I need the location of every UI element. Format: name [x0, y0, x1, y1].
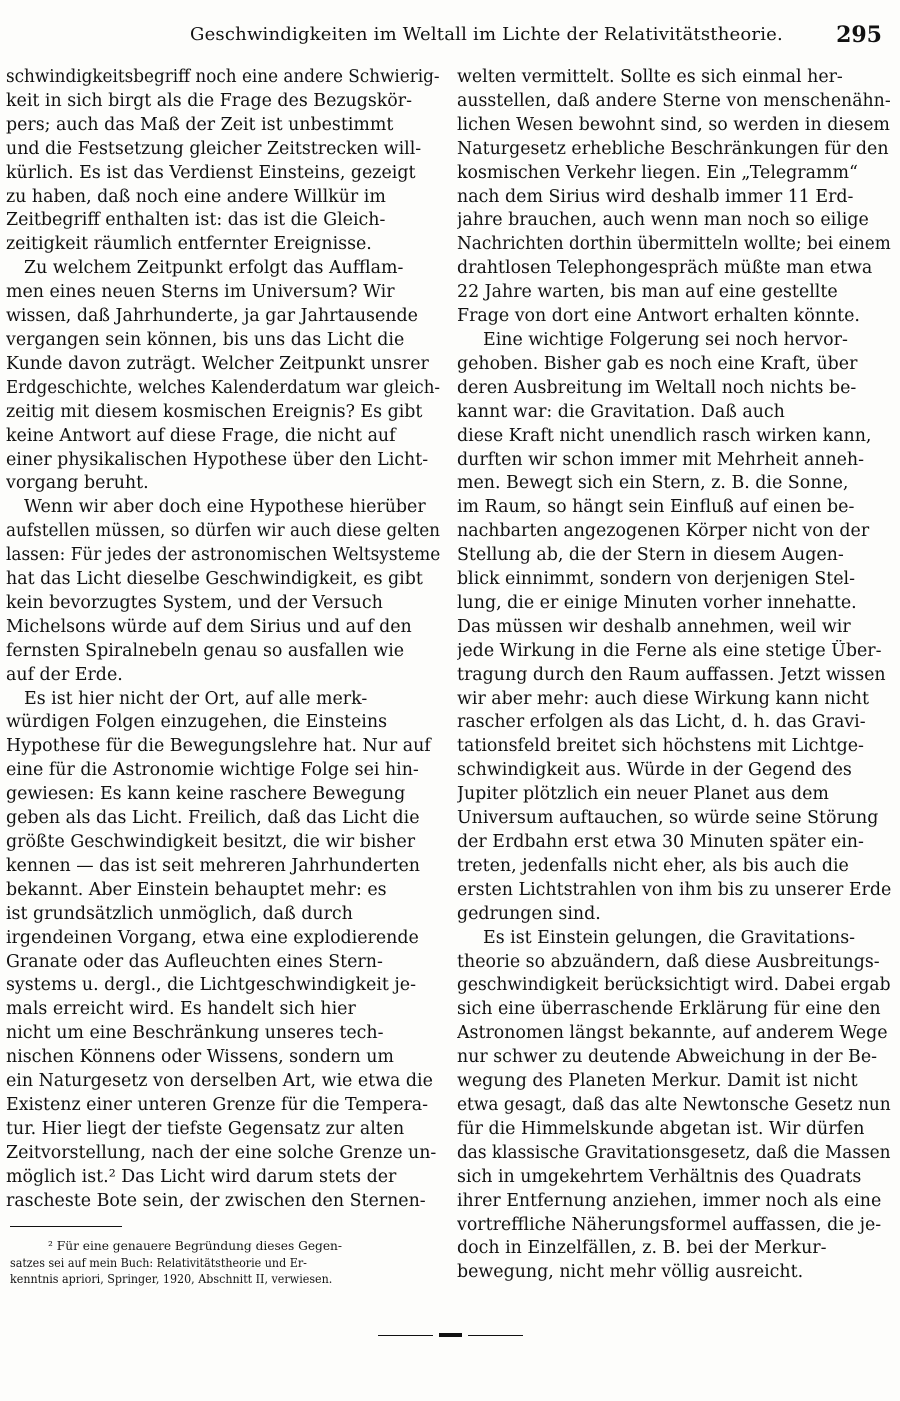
text-line: für die Himmelskunde abgetan ist. Wir dürfen	[457, 1118, 865, 1139]
text-line: gewiesen: Es kann keine raschere Bewegung	[6, 784, 406, 805]
text-line: lichen Wesen bewohnt sind, so werden in diesem	[457, 114, 890, 135]
text-line: hat das Licht dieselbe Geschwindigkeit, es gibt	[6, 569, 423, 590]
text-line: und die Festsetzung gleicher Zeitstrecken will-	[6, 138, 422, 159]
footnote	[10, 1238, 442, 1288]
text-line: Frage von dort eine Antwort erhalten könnte.	[457, 306, 860, 327]
text-line: schwindigkeit aus. Würde in der Gegend des	[457, 760, 852, 781]
text-line: sich in umgekehrtem Verhältnis des Quadrats	[457, 1166, 862, 1187]
footnote-line: kenntnis apriori, Springer, 1920, Abschnitt II, verwiesen.	[10, 1272, 333, 1286]
text-line: Stellung ab, die der Stern in diesem Augen-	[457, 545, 844, 566]
text-line: der Erdbahn erst etwa 30 Minuten später ein-	[457, 832, 864, 852]
text-line: möglich ist.² Das Licht wird darum stets der	[6, 1166, 397, 1187]
text-line: men eines neuen Sterns im Universum? Wir	[6, 282, 395, 303]
text-line: diese Kraft nicht unendlich rasch wirken kann,	[457, 425, 872, 446]
text-line: etwa gesagt, daß das alte Newtonsche Gesetz nun	[457, 1094, 891, 1115]
text-line: bewegung, nicht mehr völlig ausreicht.	[457, 1262, 804, 1283]
text-line: rascheste Bote sein, der zwischen den Sternen-	[6, 1190, 426, 1211]
text-line: kürlich. Es ist das Verdienst Einsteins, gezeigt	[6, 162, 416, 183]
footnote-line: ² Für eine genauere Begründung dieses Gegen-	[48, 1239, 343, 1253]
text-line: jahre brauchen, auch wenn man noch so eilige	[457, 210, 869, 231]
text-line: geschwindigkeit berücksichtigt wird. Dabei ergab	[457, 975, 891, 996]
text-line: zeitig mit diesem kosmischen Ereignis? Es gibt	[6, 401, 423, 422]
text-line: kennen — das ist seit mehreren Jahrhunderten	[6, 855, 421, 876]
footnote-line: satzes sei auf mein Buch: Relativitätstheorie und Er-	[10, 1255, 307, 1270]
text-line: lassen: Für jedes der astronomischen Weltsysteme	[6, 545, 440, 566]
text-line: pers; auch das Maß der Zeit ist unbestimmt	[6, 114, 394, 135]
text-line: größte Geschwindigkeit besitzt, die wir bisher	[6, 832, 416, 852]
text-line: rascher erfolgen als das Licht, d. h. das Gravi-	[457, 712, 866, 733]
end-ornament	[378, 1330, 523, 1342]
text-line: ist grundsätzlich unmöglich, daß durch	[6, 903, 353, 924]
text-line: Nachrichten dorthin übermitteln wollte; bei einem	[457, 234, 891, 255]
text-line: men. Bewegt sich ein Stern, z. B. die Sonne,	[457, 473, 849, 494]
text-line: doch in Einzelfällen, z. B. bei der Merkur-	[457, 1238, 827, 1259]
text-line: wissen, daß Jahrhunderte, ja gar Jahrtausende	[6, 306, 418, 327]
text-line: 22 Jahre warten, bis man auf eine gestellte	[457, 282, 838, 303]
text-line: wir aber mehr: auch diese Wirkung kann nicht	[457, 688, 869, 709]
text-line: fernsten Spiralnebeln genau so ausfallen wie	[6, 640, 405, 661]
text-line: Zeitbegriff enthalten ist: das ist die Gleich-	[6, 210, 386, 231]
text-line: kannt war: die Gravitation. Daß auch	[457, 401, 785, 422]
text-line: Existenz einer unteren Grenze für die Tempera-	[6, 1094, 429, 1115]
text-line: Das müssen wir deshalb annehmen, weil wir	[457, 616, 851, 637]
ornament-bar	[439, 1333, 462, 1337]
text-line: würdigen Folgen einzugehen, die Einsteins	[6, 712, 387, 733]
text-line: deren Ausbreitung im Weltall noch nichts be-	[457, 377, 857, 398]
text-line: keit in sich birgt als die Frage des Bezugskör-	[6, 90, 412, 111]
text-line: ersten Lichtstrahlen von ihm bis zu unserer Erde	[457, 879, 891, 900]
text-line: treten, jedenfalls nicht eher, als bis auch die	[457, 855, 849, 876]
text-line: vortreffliche Näherungsformel auffassen, die je-	[457, 1214, 882, 1235]
text-line: Zu welchem Zeitpunkt erfolgt das Aufflam-	[24, 258, 404, 279]
text-line: keine Antwort auf diese Frage, die nicht auf	[6, 425, 396, 446]
text-line: Michelsons würde auf dem Sirius und auf den	[6, 616, 412, 637]
text-line: Zeitvorstellung, nach der eine solche Grenze un-	[6, 1142, 437, 1163]
text-line: eine für die Astronomie wichtige Folge sei hin-	[6, 760, 419, 781]
text-line: nischen Könnens oder Wissens, sondern um	[6, 1047, 394, 1068]
left-column	[6, 66, 440, 1214]
text-line: Naturgesetz erhebliche Beschränkungen für den	[457, 138, 889, 159]
text-line: blick einnimmt, sondern von derjenigen Stel-	[457, 569, 855, 590]
text-line: Hypothese für die Bewegungslehre hat. Nur auf	[6, 736, 431, 757]
text-line: gedrungen sind.	[457, 903, 601, 924]
text-line: jede Wirkung in die Ferne als eine stetige Über-	[457, 640, 882, 661]
text-line: nur schwer zu deutende Abweichung in der Be-	[457, 1047, 878, 1068]
text-line: tur. Hier liegt der tiefste Gegensatz zur alten	[6, 1118, 405, 1139]
text-line: durften wir schon immer mit Mehrheit anneh-	[457, 449, 865, 470]
text-line: aufstellen müssen, so dürfen wir auch diese gelten	[6, 521, 440, 542]
text-line: ein Naturgesetz von derselben Art, wie etwa die	[6, 1071, 433, 1092]
text-line: vorgang beruht.	[6, 473, 149, 494]
text-line: Eine wichtige Folgerung sei noch hervor-	[483, 329, 848, 350]
text-line: Kunde davon zuträgt. Welcher Zeitpunkt unsrer	[6, 353, 429, 374]
text-line: kein bevorzugtes System, und der Versuch	[6, 592, 383, 613]
text-line: schwindigkeitsbegriff noch eine andere Schwierig-	[6, 67, 440, 87]
text-line: auf der Erde.	[6, 664, 123, 685]
text-line: Es ist Einstein gelungen, die Gravitations-	[483, 927, 856, 948]
text-line: tationsfeld breitet sich höchstens mit Lichtge-	[457, 736, 864, 757]
text-line: kosmischen Verkehr liegen. Ein „Telegramm“	[457, 162, 858, 183]
text-line: zeitigkeit räumlich entfernter Ereignisse.	[6, 234, 372, 255]
text-line: welten vermittelt. Sollte es sich einmal her-	[457, 67, 843, 87]
text-line: zu haben, daß noch eine andere Willkür im	[6, 186, 386, 207]
ornament-rule-right	[468, 1335, 523, 1336]
text-line: wegung des Planeten Merkur. Damit ist nicht	[457, 1071, 858, 1092]
ornament-rule-left	[378, 1335, 433, 1336]
footnote-divider	[10, 1226, 122, 1227]
text-line: drahtlosen Telephongespräch müßte man etwa	[457, 258, 873, 279]
text-line: nicht um eine Beschränkung unseres tech-	[6, 1023, 384, 1044]
text-line: ausstellen, daß andere Sterne von menschenähn-	[457, 90, 891, 111]
page-number: 295	[836, 22, 882, 48]
text-line: theorie so abzuändern, daß diese Ausbreitungs-	[457, 951, 880, 972]
text-line: nachbarten angezogenen Körper nicht von der	[457, 521, 870, 542]
running-title: Geschwindigkeiten im Weltall im Lichte der Relativitätstheorie.	[190, 24, 783, 45]
text-line: sich eine überraschende Erklärung für eine den	[457, 999, 881, 1020]
text-line: Jupiter plötzlich ein neuer Planet aus dem	[457, 784, 829, 805]
text-line: nach dem Sirius wird deshalb immer 11 Erd-	[457, 186, 854, 207]
text-line: einer physikalischen Hypothese über den Licht-	[6, 449, 429, 470]
text-line: systems u. dergl., die Lichtgeschwindigkeit je-	[6, 975, 416, 996]
text-line: Wenn wir aber doch eine Hypothese hierüber	[24, 497, 426, 518]
text-line: das klassische Gravitationsgesetz, daß die Massen	[457, 1142, 891, 1163]
text-line: irgendeinen Vorgang, etwa eine explodierende	[6, 927, 419, 948]
text-line: lung, die er einige Minuten vorher innehatte.	[457, 592, 857, 613]
text-line: mals erreicht wird. Es handelt sich hier	[6, 999, 356, 1020]
text-line: gehoben. Bisher gab es noch eine Kraft, über	[457, 353, 858, 374]
text-line: Astronomen längst bekannte, auf anderem Wege	[457, 1023, 888, 1044]
text-line: im Raum, so hängt sein Einfluß auf einen be-	[457, 497, 855, 518]
text-line: Granate oder das Aufleuchten eines Stern-	[6, 951, 383, 972]
text-line: ihrer Entfernung anziehen, immer noch als eine	[457, 1190, 882, 1211]
text-line: Es ist hier nicht der Ort, auf alle merk-	[24, 688, 368, 709]
text-line: bekannt. Aber Einstein behauptet mehr: es	[6, 879, 387, 900]
text-line: Erdgeschichte, welches Kalenderdatum war gleich-	[6, 377, 440, 398]
text-line: geben als das Licht. Freilich, daß das Licht die	[6, 808, 420, 829]
right-column	[457, 66, 891, 1285]
text-line: tragung durch den Raum auffassen. Jetzt wissen	[457, 664, 886, 685]
running-head	[0, 18, 900, 58]
text-line: vergangen sein können, bis uns das Licht die	[6, 329, 405, 350]
text-line: Universum auftauchen, so würde seine Störung	[457, 808, 879, 829]
